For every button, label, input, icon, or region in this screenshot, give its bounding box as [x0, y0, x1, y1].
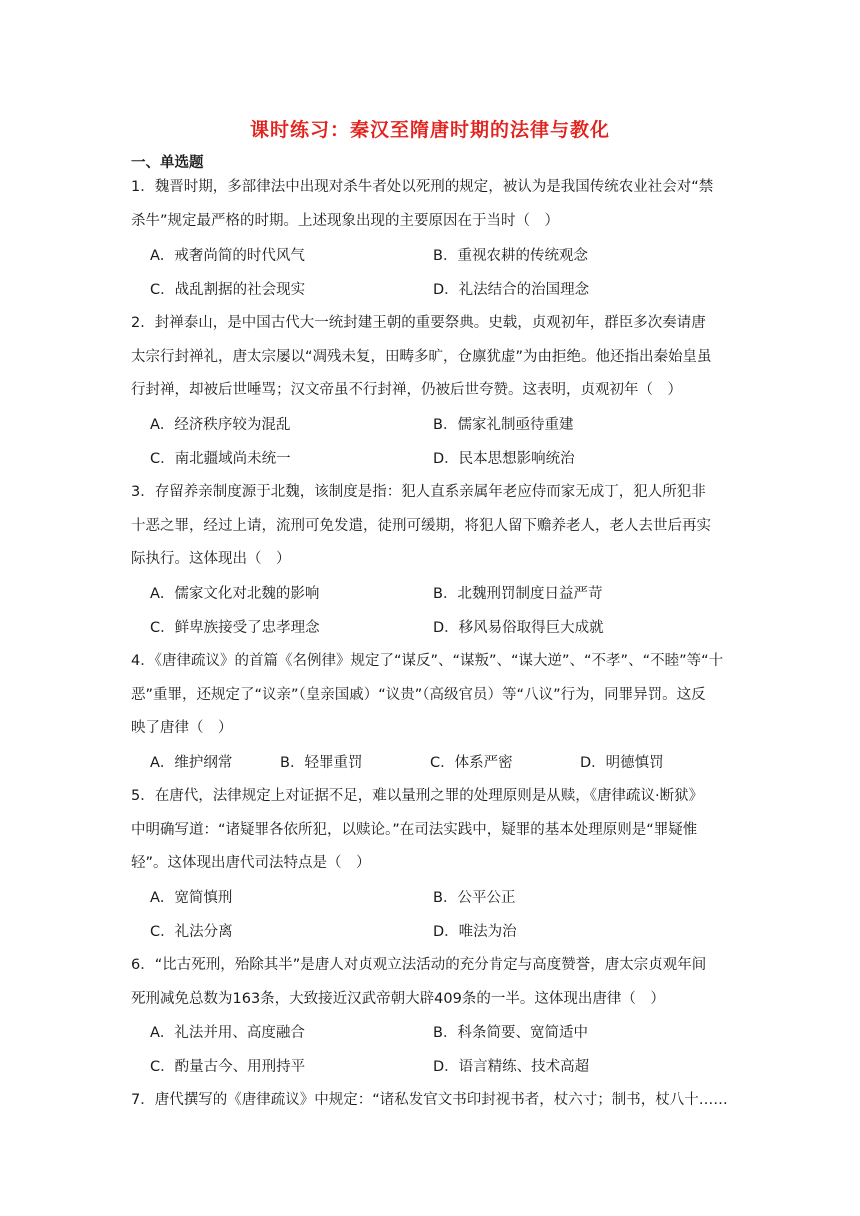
option-c[interactable]: C．礼法分离 — [150, 924, 233, 940]
question-2-options — [150, 408, 730, 476]
option-a[interactable]: A．经济秩序较为混乱 — [150, 417, 291, 433]
question-text-line: 1．魏晋时期，多部律法中出现对杀牛者处以死刑的规定，被认为是我国传统农业社会对“禁 — [131, 179, 714, 195]
option-a[interactable]: A．宽简慎刑 — [150, 890, 233, 906]
question-text-line: 轻”。这体现出唐代司法特点是（ ） — [131, 855, 371, 871]
question-text-line: 十恶之罪，经过上请，流刑可免发遣，徒刑可缓期，将犯人留下赡养老人，老人去世后再实 — [131, 517, 711, 534]
option-d[interactable]: D．民本思想影响统治 — [433, 451, 575, 467]
option-b[interactable]: B．轻罪重罚 — [280, 755, 363, 771]
question-2 — [131, 307, 729, 408]
question-5-options — [150, 881, 730, 949]
option-b[interactable]: B．科条简要、宽简适中 — [433, 1025, 588, 1041]
option-a[interactable]: A．戒奢尚简的时代风气 — [150, 248, 305, 264]
question-text-line: 7．唐代撰写的《唐律疏议》中规定：“诸私发官文书印封视书者，杖六寸；制书，杖八十…… — [131, 1092, 728, 1108]
question-text-line: 映了唐律（ ） — [131, 720, 233, 736]
option-c[interactable]: C．战乱割据的社会现实 — [150, 282, 306, 298]
question-text-line: 际执行。这体现出（ ） — [131, 551, 291, 567]
option-a[interactable]: A．维护纲常 — [150, 755, 233, 771]
option-c[interactable]: C．鲜卑族接受了忠孝理念 — [150, 620, 320, 636]
question-5 — [131, 780, 729, 881]
option-d[interactable]: D．唯法为治 — [433, 924, 517, 940]
question-6 — [131, 949, 729, 1016]
question-text-line: 5．在唐代，法律规定上对证据不足，难以量刑之罪的处理原则是从赎，《唐律疏议·断狱》 — [131, 788, 704, 804]
question-text-line: 3．存留养亲制度源于北魏，该制度是指：犯人直系亲属年老应侍而家无成丁，犯人所犯非 — [131, 484, 706, 500]
question-6-options — [150, 1016, 730, 1084]
question-text-line: 6．“比古死刑，殆除其半”是唐人对贞观立法活动的充分肯定与高度赞誉，唐太宗贞观年间 — [131, 957, 707, 973]
option-b[interactable]: B．重视农耕的传统观念 — [433, 248, 588, 264]
question-4 — [131, 645, 729, 746]
option-d[interactable]: D．语言精练、技术高超 — [433, 1059, 590, 1075]
question-text-line: 2．封禅泰山，是中国古代大一统封建王朝的重要祭典。史载，贞观初年，群臣多次奏请唐 — [131, 315, 706, 331]
question-1 — [131, 171, 729, 238]
option-a[interactable]: A．礼法并用、高度融合 — [150, 1025, 305, 1041]
question-text-line: 中明确写道：“诸疑罪各依所犯，以赎论。”在司法实践中，疑罪的基本处理原则是“罪疑惟 — [131, 821, 698, 838]
question-text-line: 杀牛”规定最严格的时期。上述现象出现的主要原因在于当时（ ） — [131, 212, 560, 229]
option-b[interactable]: B．公平公正 — [433, 890, 516, 906]
option-a[interactable]: A．儒家文化对北魏的影响 — [150, 586, 320, 602]
page-title: 课时练习：秦汉至隋唐时期的法律与教化 — [249, 119, 610, 141]
option-c[interactable]: C．体系严密 — [430, 755, 513, 771]
question-text-line: 4．《唐律疏议》的首篇《名例律》规定了“谋反”、“谋叛”、“谋大逆”、“不孝”、“不睦”等“十 — [131, 653, 724, 669]
question-4-options — [150, 746, 730, 780]
question-text-line: 行封禅，却被后世唾骂；汉文帝虽不行封禅，仍被后世夸赞。这表明，贞观初年（ ） — [131, 382, 682, 398]
option-d[interactable]: D．明德慎罚 — [580, 755, 664, 771]
option-d[interactable]: D．移风易俗取得巨大成就 — [433, 620, 604, 636]
question-text-line: 死刑减免总数为163条，大致接近汉武帝朝大辟409条的一半。这体现出唐律（ ） — [131, 990, 665, 1007]
option-d[interactable]: D．礼法结合的治国理念 — [433, 282, 590, 298]
question-1-options — [150, 239, 730, 307]
option-c[interactable]: C．南北疆域尚未统一 — [150, 451, 291, 467]
question-text-line: 恶”重罪，还规定了“议亲”（皇亲国戚）“议贵”（高级官员）等“八议”行为，同罪异罚。这反 — [131, 686, 706, 703]
section-heading: 一、单选题 — [131, 155, 204, 171]
question-7 — [131, 1084, 729, 1118]
question-text-line: 太宗行封禅礼，唐太宗屡以“凋残未复，田畴多旷，仓廪犹虚”为由拒绝。他还指出秦始皇虽 — [131, 348, 712, 365]
question-3-options — [150, 577, 730, 645]
option-b[interactable]: B．儒家礼制亟待重建 — [433, 417, 574, 433]
question-3 — [131, 476, 729, 577]
option-b[interactable]: B．北魏刑罚制度日益严苛 — [433, 586, 603, 602]
option-c[interactable]: C．酌量古今、用刑持平 — [150, 1059, 306, 1075]
